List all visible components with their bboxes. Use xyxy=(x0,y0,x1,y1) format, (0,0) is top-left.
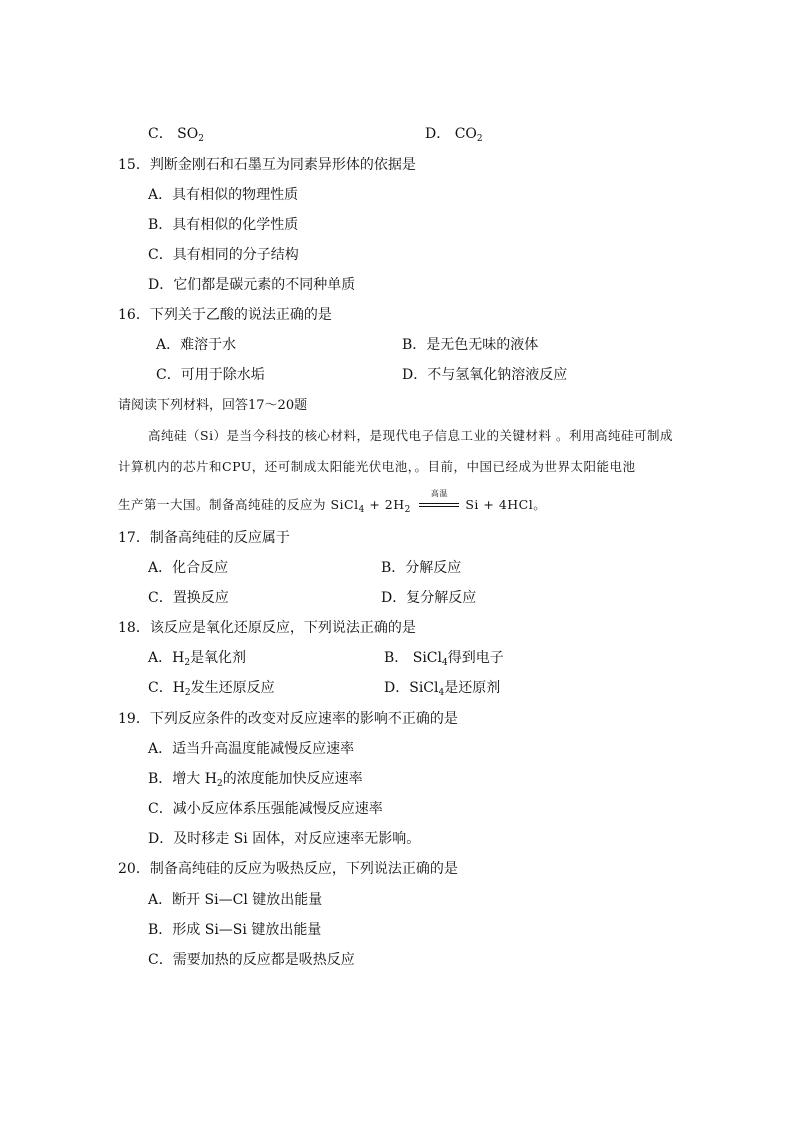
subscript: 2 xyxy=(216,779,223,789)
q15-option-d: D．它们都是碳元素的不同种单质 xyxy=(148,277,356,293)
q17-option-a: A．化合反应 xyxy=(148,560,229,576)
q15-stem: 15．判断金刚石和石墨互为同素异形体的依据是 xyxy=(118,157,416,173)
subscript: 2 xyxy=(476,134,483,144)
q18-option-d xyxy=(384,679,500,697)
q19-option-a: A．适当升高温度能减慢反应速率 xyxy=(148,741,355,757)
option-text: B． SiCl xyxy=(384,650,442,666)
reaction-condition-arrow xyxy=(419,489,459,514)
q18-option-a xyxy=(148,649,246,667)
formula: CO xyxy=(454,126,477,142)
option-text: A．H xyxy=(148,650,185,666)
subscript: 2 xyxy=(404,505,411,515)
q16-option-a: A．难溶于水 xyxy=(156,337,237,353)
equation-bar xyxy=(419,506,459,507)
passage-line-3 xyxy=(118,489,547,515)
option-text: 的浓度能加快反应速率 xyxy=(222,771,363,787)
option-label: C． xyxy=(148,126,173,142)
q18-option-c xyxy=(148,679,275,697)
q16-stem: 16．下列关于乙酸的说法正确的是 xyxy=(118,307,332,323)
option-text: D．SiCl xyxy=(384,680,439,696)
option-text: C．H xyxy=(148,680,185,696)
option-label: D． xyxy=(425,126,451,142)
equation-bar xyxy=(419,503,459,504)
passage-text: 生产第一大国。制备高纯硅的反应为 SiCl xyxy=(118,497,359,512)
q17-option-c: C．置换反应 xyxy=(148,590,229,606)
subscript: 4 xyxy=(358,505,365,515)
option-text: 发生还原反应 xyxy=(190,680,275,696)
q19-stem: 19．下列反应条件的改变对反应速率的影响不正确的是 xyxy=(118,711,458,727)
subscript: 2 xyxy=(198,134,204,144)
q19-option-d: D．及时移走 Si 固体，对反应速率无影响。 xyxy=(148,831,421,847)
q14-option-d xyxy=(425,125,483,143)
q20-option-b: B．形成 Si—Si 键放出能量 xyxy=(148,922,322,938)
q15-option-b: B．具有相似的化学性质 xyxy=(148,217,299,233)
option-text: 是还原剂 xyxy=(444,680,501,696)
q17-option-d: D．复分解反应 xyxy=(381,590,477,606)
passage-line-1: 高纯硅（Si）是当今科技的核心材料，是现代电子信息工业的关键材料 。利用高纯硅可制成 xyxy=(148,428,674,443)
q19-option-c: C．减小反应体系压强能减慢反应速率 xyxy=(148,801,383,817)
q16-option-b: B．是无色无味的液体 xyxy=(402,337,539,353)
passage-prompt: 请阅读下列材料，回答17～20题 xyxy=(118,398,308,413)
q14-option-c xyxy=(148,125,204,143)
q19-option-b xyxy=(148,770,363,788)
q20-option-c: C．需要加热的反应都是吸热反应 xyxy=(148,952,355,968)
passage-text: + 2H xyxy=(364,497,405,512)
q16-option-c: C．可用于除水垢 xyxy=(156,367,265,383)
q16-option-d: D．不与氢氧化钠溶液反应 xyxy=(402,367,568,383)
q20-stem: 20．制备高纯硅的反应为吸热反应，下列说法正确的是 xyxy=(118,861,458,877)
q17-stem: 17．制备高纯硅的反应属于 xyxy=(118,530,290,546)
subscript: 2 xyxy=(184,688,191,698)
q18-option-b xyxy=(384,649,504,667)
subscript: 4 xyxy=(442,658,448,668)
subscript: 4 xyxy=(438,688,445,698)
formula: SO xyxy=(177,126,199,142)
option-text: 得到电子 xyxy=(447,650,504,666)
reaction-condition-label: 高温 xyxy=(430,489,448,498)
q15-option-c: C．具有相同的分子结构 xyxy=(148,247,299,263)
q17-option-b: B．分解反应 xyxy=(381,560,462,576)
option-text: 是氧化剂 xyxy=(190,650,247,666)
option-text: B．增大 H xyxy=(148,771,217,787)
subscript: 2 xyxy=(184,658,191,668)
passage-text: Si + 4HCl。 xyxy=(465,497,547,512)
q20-option-a: A．断开 Si—Cl 键放出能量 xyxy=(148,892,323,908)
q18-stem: 18．该反应是氧化还原反应，下列说法正确的是 xyxy=(118,620,416,636)
passage-line-2: 计算机内的芯片和CPU，还可制成太阳能光伏电池，。目前，中国已经成为世界太阳能电池 xyxy=(118,459,636,474)
q15-option-a: A．具有相似的物理性质 xyxy=(148,187,299,203)
